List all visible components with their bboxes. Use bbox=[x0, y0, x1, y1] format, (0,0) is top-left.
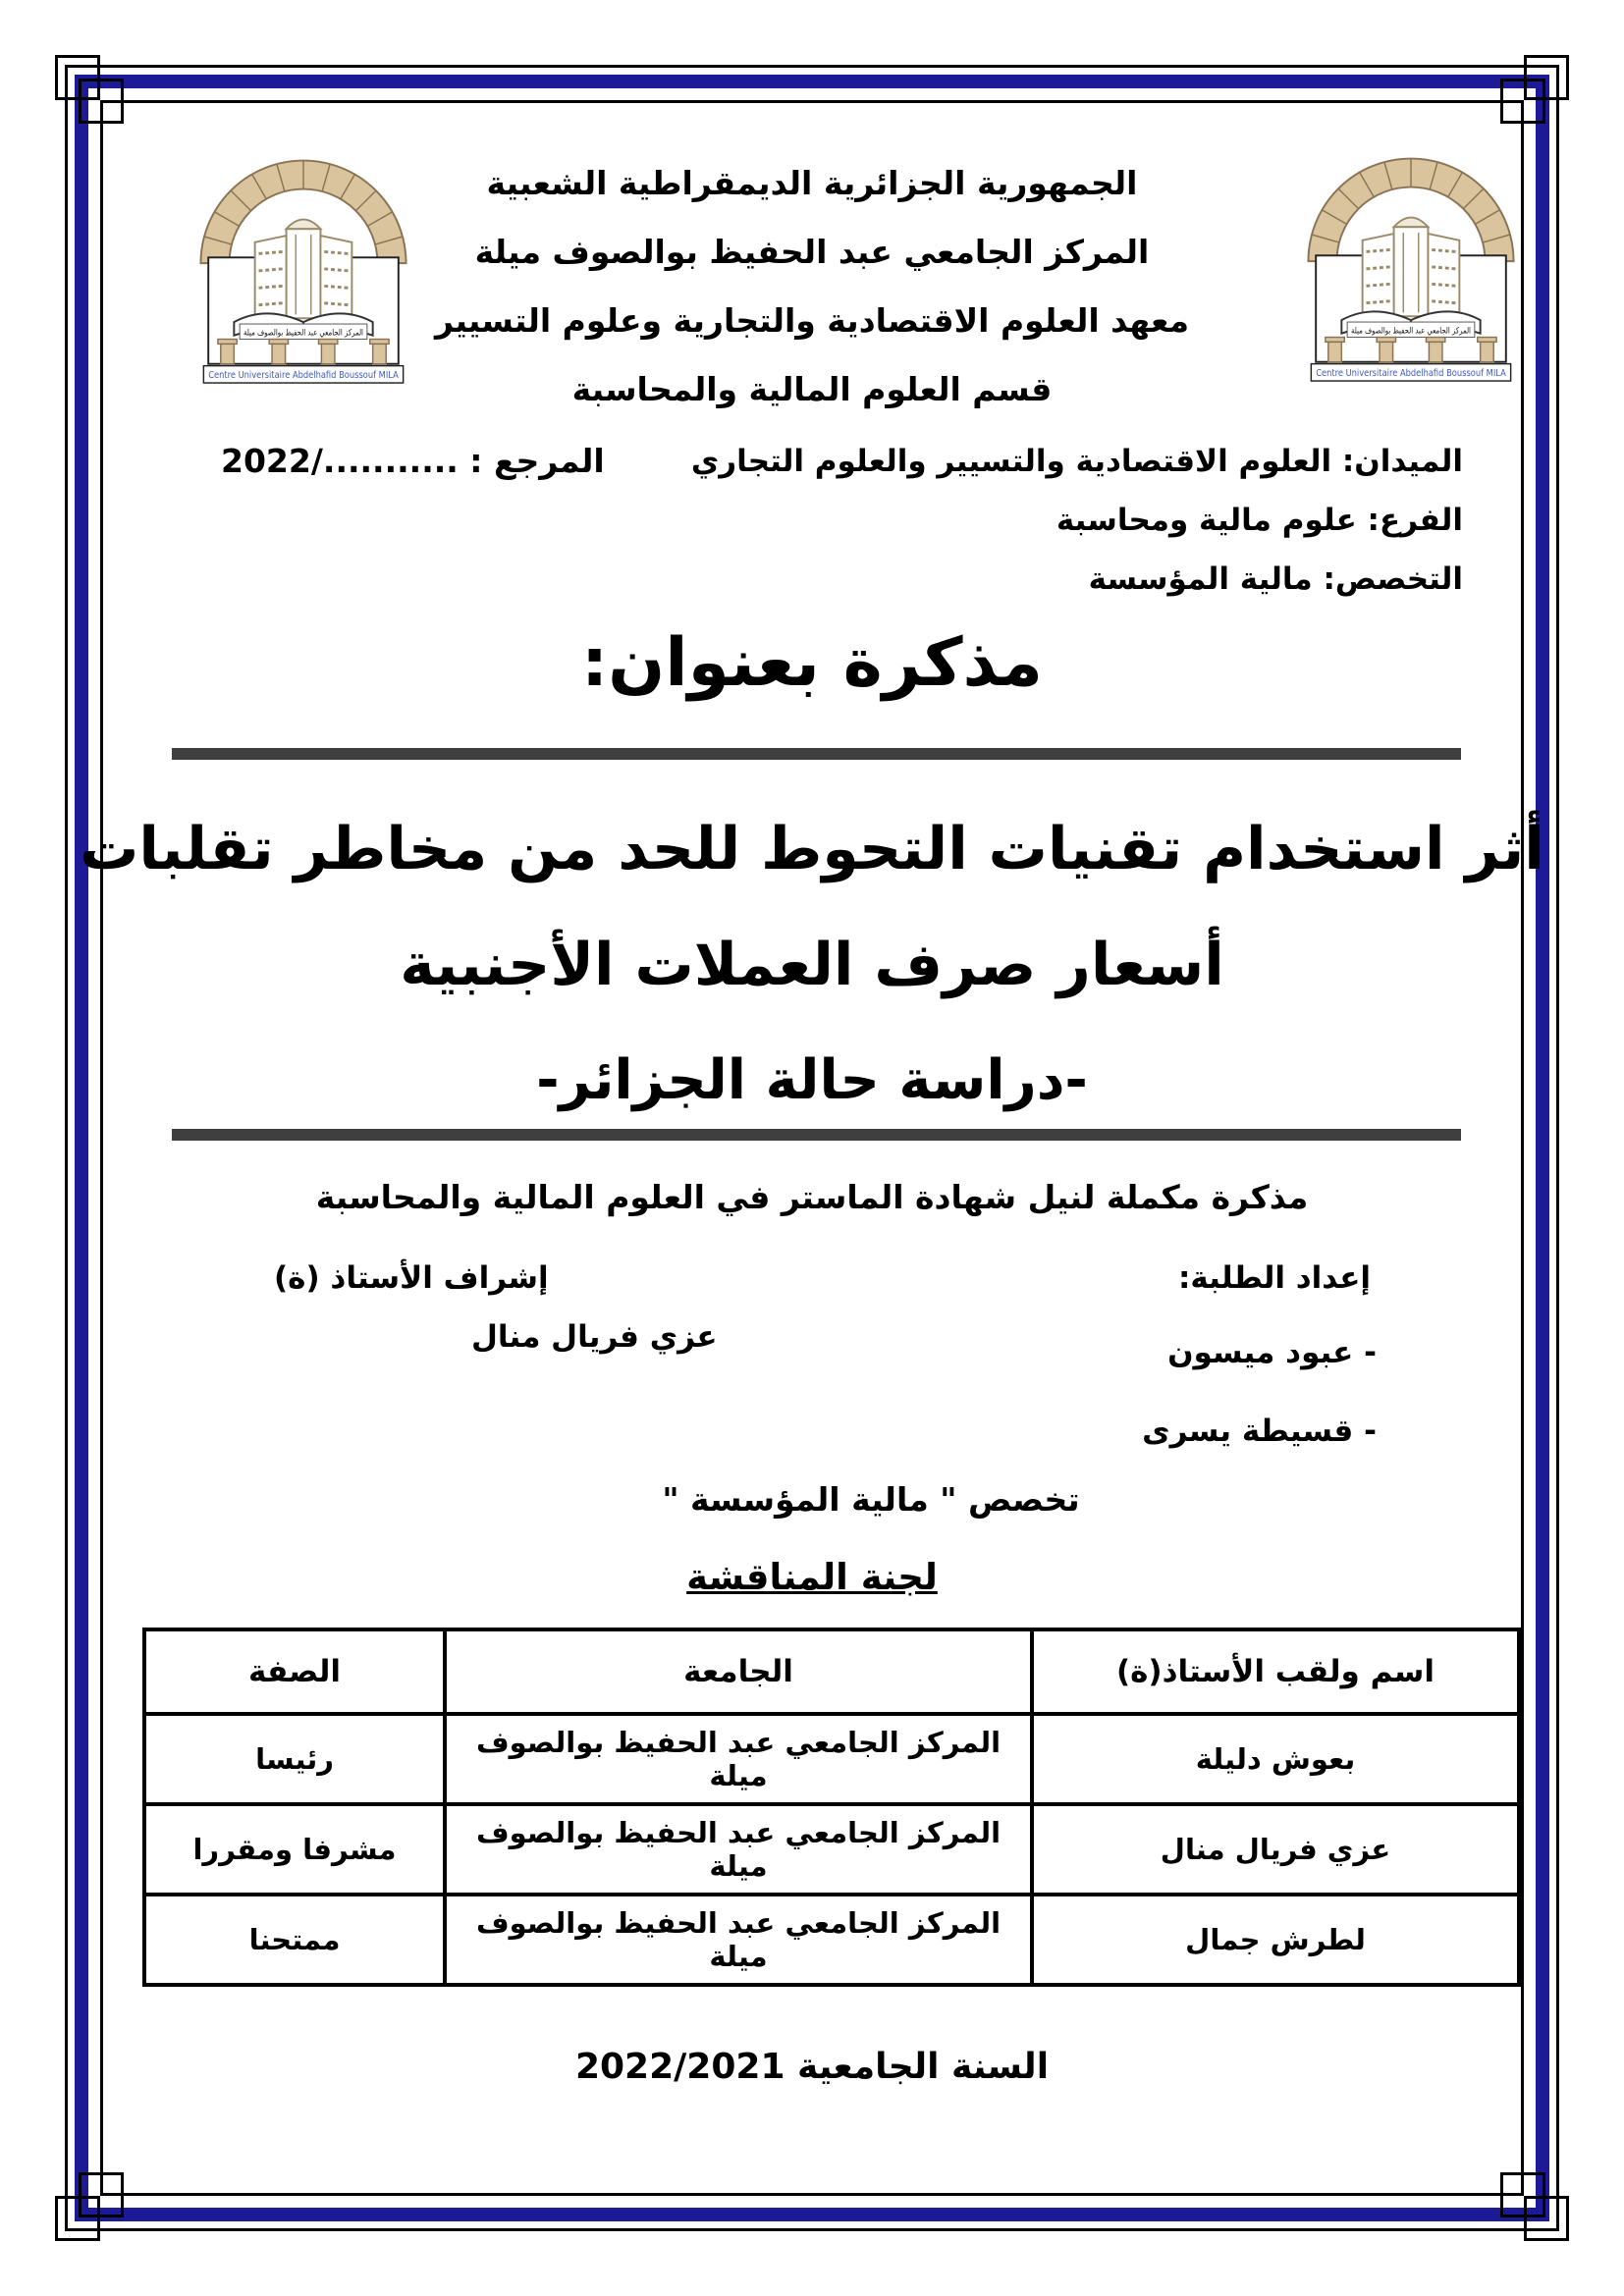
title-line-1: أثر استخدام تقنيات التحوط للحد من مخاطر تقلبات bbox=[80, 815, 1544, 883]
memoir-label: مذكرة بعنوان: bbox=[581, 624, 1043, 702]
column-header-university: الجامعة bbox=[445, 1629, 1032, 1714]
university-logo bbox=[1292, 145, 1530, 383]
degree-subtitle: مذكرة مكملة لنيل شهادة الماستر في العلوم المالية والمحاسبة bbox=[315, 1178, 1309, 1216]
meta-block bbox=[691, 432, 1463, 609]
logo-caption-text: Centre Universitaire Abdelhafid Boussouf MILA bbox=[208, 370, 400, 382]
member-name: بعوش دليلة bbox=[1032, 1714, 1519, 1804]
supervisor-name: عزي فريال منال bbox=[471, 1319, 718, 1355]
university-logo bbox=[185, 147, 422, 385]
table-header-row bbox=[144, 1629, 1519, 1714]
thesis-title bbox=[0, 791, 1624, 1139]
logo-caption-text: Centre Universitaire Abdelhafid Boussouf MILA bbox=[1316, 368, 1507, 380]
specialty-line: تخصص " مالية المؤسسة " bbox=[662, 1480, 1080, 1519]
reference-line: المرجع : .........../2022 bbox=[221, 442, 605, 480]
academic-year: السنة الجامعية 2022/2021 bbox=[574, 2047, 1050, 2087]
frame-corner-ornament bbox=[79, 79, 124, 124]
republic-line: الجمهورية الجزائرية الديمقراطية الشعبية bbox=[486, 164, 1138, 202]
member-role: رئيسا bbox=[144, 1714, 445, 1804]
frame-corner-ornament bbox=[1500, 79, 1545, 124]
table-row bbox=[144, 1714, 1519, 1804]
title-line-2: أسعار صرف العملات الأجنبية bbox=[400, 931, 1224, 999]
department-line: قسم العلوم المالية والمحاسبة bbox=[571, 370, 1053, 408]
logo-banner-text: المركز الجامعي عبد الحفيظ بوالصوف ميلة bbox=[1351, 326, 1471, 337]
committee-table bbox=[142, 1628, 1521, 1987]
table-row bbox=[144, 1804, 1519, 1895]
separator-bar bbox=[172, 1129, 1461, 1141]
student-name: - عبود ميسون bbox=[1167, 1335, 1377, 1370]
building-icon bbox=[1363, 218, 1460, 317]
specialty-meta-line: التخصص: مالية المؤسسة bbox=[1088, 561, 1463, 597]
member-university: المركز الجامعي عبد الحفيظ بوالصوف ميلة bbox=[445, 1804, 1032, 1895]
logo-banner-text: المركز الجامعي عبد الحفيظ بوالصوف ميلة bbox=[244, 328, 363, 339]
committee-heading: لجنة المناقشة bbox=[686, 1556, 938, 1598]
frame-corner-ornament bbox=[1500, 2172, 1545, 2217]
frame-corner-ornament bbox=[79, 2172, 124, 2217]
separator-bar bbox=[172, 748, 1461, 760]
students-label: إعداد الطلبة: bbox=[1177, 1260, 1371, 1296]
column-header-name: اسم ولقب الأستاذ(ة) bbox=[1032, 1629, 1519, 1714]
member-role: ممتحنا bbox=[144, 1895, 445, 1985]
member-university: المركز الجامعي عبد الحفيظ بوالصوف ميلة bbox=[445, 1714, 1032, 1804]
student-name: - قسيطة يسرى bbox=[1142, 1414, 1377, 1449]
institute-line: معهد العلوم الاقتصادية والتجارية وعلوم التسيير bbox=[434, 301, 1190, 340]
students-list bbox=[1142, 1313, 1377, 1470]
branch-line: الفرع: علوم مالية ومحاسبة bbox=[1056, 503, 1463, 538]
title-line-3: -دراسة حالة الجزائر- bbox=[536, 1048, 1088, 1112]
university-line: المركز الجامعي عبد الحفيظ بوالصوف ميلة bbox=[474, 233, 1150, 271]
column-header-role: الصفة bbox=[144, 1629, 445, 1714]
supervisor-label: إشراف الأستاذ (ة) bbox=[274, 1260, 549, 1296]
field-line: الميدان: العلوم الاقتصادية والتسيير والعلوم التجاري bbox=[690, 444, 1463, 479]
table-row bbox=[144, 1895, 1519, 1985]
member-role: مشرفا ومقررا bbox=[144, 1804, 445, 1895]
member-name: عزي فريال منال bbox=[1032, 1804, 1519, 1895]
member-university: المركز الجامعي عبد الحفيظ بوالصوف ميلة bbox=[445, 1895, 1032, 1985]
member-name: لطرش جمال bbox=[1032, 1895, 1519, 1985]
building-icon bbox=[255, 220, 352, 319]
